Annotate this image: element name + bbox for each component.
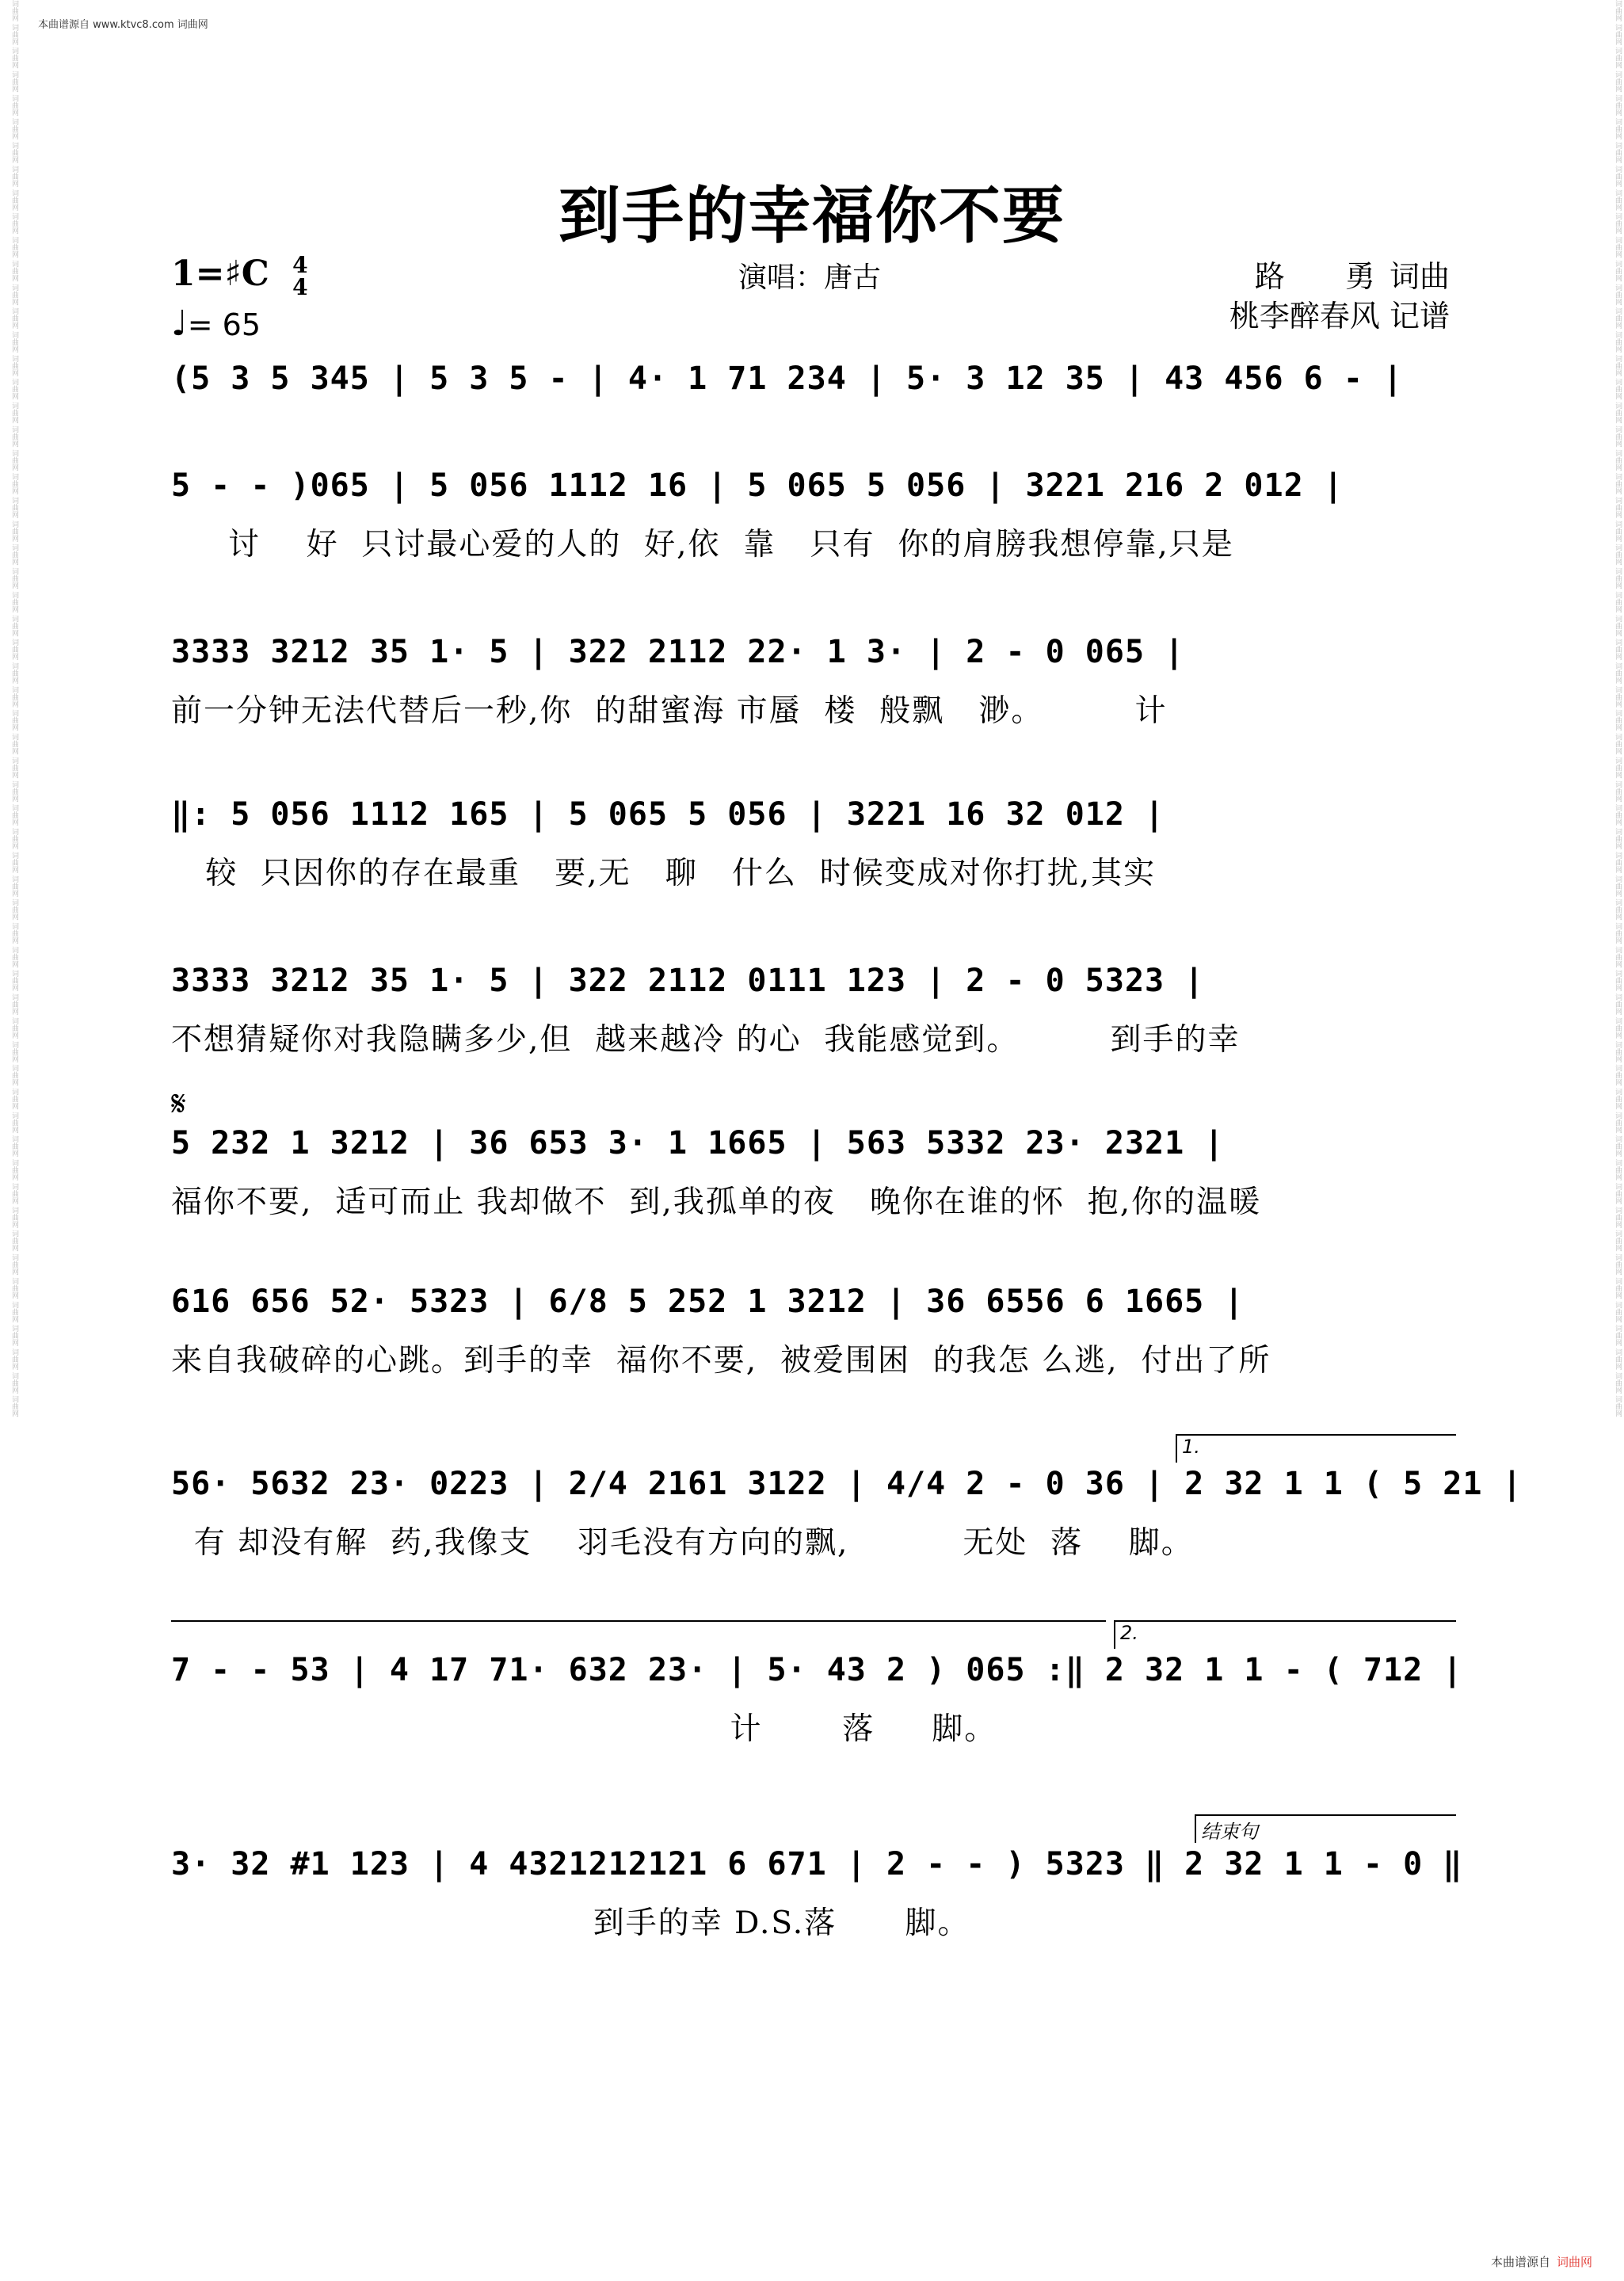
lyrics-line: 到手的幸 D.S.落 脚。	[171, 1905, 970, 1941]
composer-credit: 路 勇 词曲	[1254, 259, 1450, 294]
song-title: 到手的幸福你不要	[558, 180, 1066, 252]
notation-line: 616 656 52· 5323 | 6/8 5 252 1 3212 | 36 6556 6 1665 |	[171, 1284, 1245, 1320]
lyrics-line: 不想猜疑你对我隐瞒多少,但 越来越冷 的心 我能感觉到。 到手的幸	[171, 1022, 1241, 1058]
notation-line: 3· 32 #1 123 | 4 4321212121 6 671 | 2 - - ) 5323 ‖ 2 32 1 1 - 0 ‖	[171, 1846, 1463, 1882]
top-watermark: 本曲谱源自 www.ktvc8.com 词曲网	[38, 19, 208, 31]
key-signature	[171, 251, 308, 300]
notation-line: 3333 3212 35 1· 5 | 322 2112 0111 123 | 2 - 0 5323 |	[171, 963, 1205, 999]
score-system-7	[171, 1284, 1454, 1380]
score-system-10	[171, 1846, 1463, 1943]
time-signature	[292, 251, 308, 300]
notation-line: (5 3 5 345 | 5 3 5 - | 4· 1 71 234 | 5· 3 12 35 | 43 456 6 - |	[171, 360, 1404, 397]
bottom-watermark	[1491, 2253, 1592, 2270]
notation-line: 5 232 1 3212 | 36 653 3· 1 1665 | 563 5332 23· 2321 |	[171, 1125, 1225, 1161]
volta-first-label: 1.	[1182, 1436, 1200, 1458]
volta-second-label: 2.	[1120, 1622, 1138, 1644]
lyrics-line: 较 只因你的存在最重 要,无 聊 什么 时候变成对你打扰,其实	[171, 856, 1157, 891]
score-system-2	[171, 467, 1454, 564]
lyrics-line: 前一分钟无法代替后一秒,你 的甜蜜海 市蜃 楼 般飘 渺。 计	[171, 693, 1168, 729]
key-text: 1=♯C	[171, 254, 269, 294]
tempo-value: = 65	[187, 307, 261, 342]
notation-line: ‖: 5 056 1112 165 | 5 065 5 056 | 3221 16 32 012 |	[171, 796, 1165, 833]
score-system-9	[171, 1652, 1463, 1749]
score-system-6	[171, 1125, 1454, 1222]
score-system-5	[171, 963, 1454, 1059]
lyrics-line: 讨 好 只讨最心爱的人的 好,依 靠 只有 你的肩膀我想停靠,只是	[171, 527, 1234, 563]
volta-coda-label: 结束句	[1201, 1821, 1258, 1843]
quarter-note-icon: ♩	[171, 303, 188, 344]
score-system-8	[171, 1466, 1523, 1562]
bottom-watermark-text: 本曲谱源自	[1490, 2255, 1550, 2269]
lyrics-line: 来自我破碎的心跳。到手的幸 福你不要, 被爱围困 的我怎 么逃, 付出了所	[171, 1343, 1271, 1379]
score-system-3	[171, 634, 1454, 730]
notation-line: 7 - - 53 | 4 17 71· 632 23· | 5· 43 2 ) 065 :‖ 2 32 1 1 - ( 712 |	[171, 1652, 1463, 1688]
lyrics-line: 福你不要, 适可而止 我却做不 到,我孤单的夜 晚你在谁的怀 抱,你的温暖	[171, 1184, 1262, 1220]
segno-icon: 𝄋	[171, 1084, 186, 1124]
volta-first	[1176, 1434, 1456, 1463]
bottom-watermark-brand: 词曲网	[1556, 2255, 1592, 2269]
singer: 演唱：唐古	[738, 261, 882, 294]
score-system-4	[171, 796, 1454, 893]
transcriber-credit: 桃李醉春风 记谱	[1229, 299, 1450, 334]
first-ending-rule	[171, 1620, 1106, 1622]
lyrics-line: 计 落 脚。	[171, 1711, 997, 1747]
notation-line: 5 - - )065 | 5 056 1112 16 | 5 065 5 056 | 3221 216 2 012 |	[171, 467, 1344, 504]
side-watermark-left: 词曲网 词曲网 词曲网 词曲网 词曲网 词曲网 词曲网 词曲网 词曲网 词曲网 词曲网 词曲网 词曲网 词曲网 词曲网 词曲网 词曲网 词曲网 词曲网 词曲网 词曲网 词曲网 词曲网 词曲网 词曲网 词曲网 词曲网 词曲网 词曲网 词曲网 词曲网 词曲网 词曲网 词曲网 词曲网 词曲网 词曲网 词曲网 词曲网 词曲网 词曲网 词曲网 词曲网 词曲网 词曲网 词曲网 词曲网 词曲网 词曲网 词曲网 词曲网 词曲网 词曲网 词曲网 词曲网 词曲网 词曲网 词曲网 词曲网 词曲网	[10, 0, 18, 1417]
lyrics-line: 有 却没有解 药,我像支 羽毛没有方向的飘, 无处 落 脚。	[171, 1525, 1194, 1561]
time-top: 4	[292, 251, 308, 278]
volta-coda	[1195, 1814, 1456, 1843]
side-watermark-right: 词曲网 词曲网 词曲网 词曲网 词曲网 词曲网 词曲网 词曲网 词曲网 词曲网 词曲网 词曲网 词曲网 词曲网 词曲网 词曲网 词曲网 词曲网 词曲网 词曲网 词曲网 词曲网 词曲网 词曲网 词曲网 词曲网 词曲网 词曲网 词曲网 词曲网 词曲网 词曲网 词曲网 词曲网 词曲网 词曲网 词曲网 词曲网 词曲网 词曲网 词曲网 词曲网 词曲网 词曲网 词曲网 词曲网 词曲网 词曲网 词曲网 词曲网 词曲网 词曲网 词曲网 词曲网 词曲网 词曲网 词曲网 词曲网 词曲网 词曲网	[1614, 0, 1622, 1417]
notation-line: 56· 5632 23· 0223 | 2/4 2161 3122 | 4/4 2 - 0 36 | 2 32 1 1 ( 5 21 |	[171, 1466, 1523, 1502]
notation-line: 3333 3212 35 1· 5 | 322 2112 22· 1 3· | 2 - 0 065 |	[171, 634, 1185, 670]
score-system-1	[171, 360, 1454, 413]
volta-second	[1114, 1620, 1456, 1649]
time-bottom: 4	[292, 273, 308, 300]
tempo-marking	[171, 303, 261, 344]
